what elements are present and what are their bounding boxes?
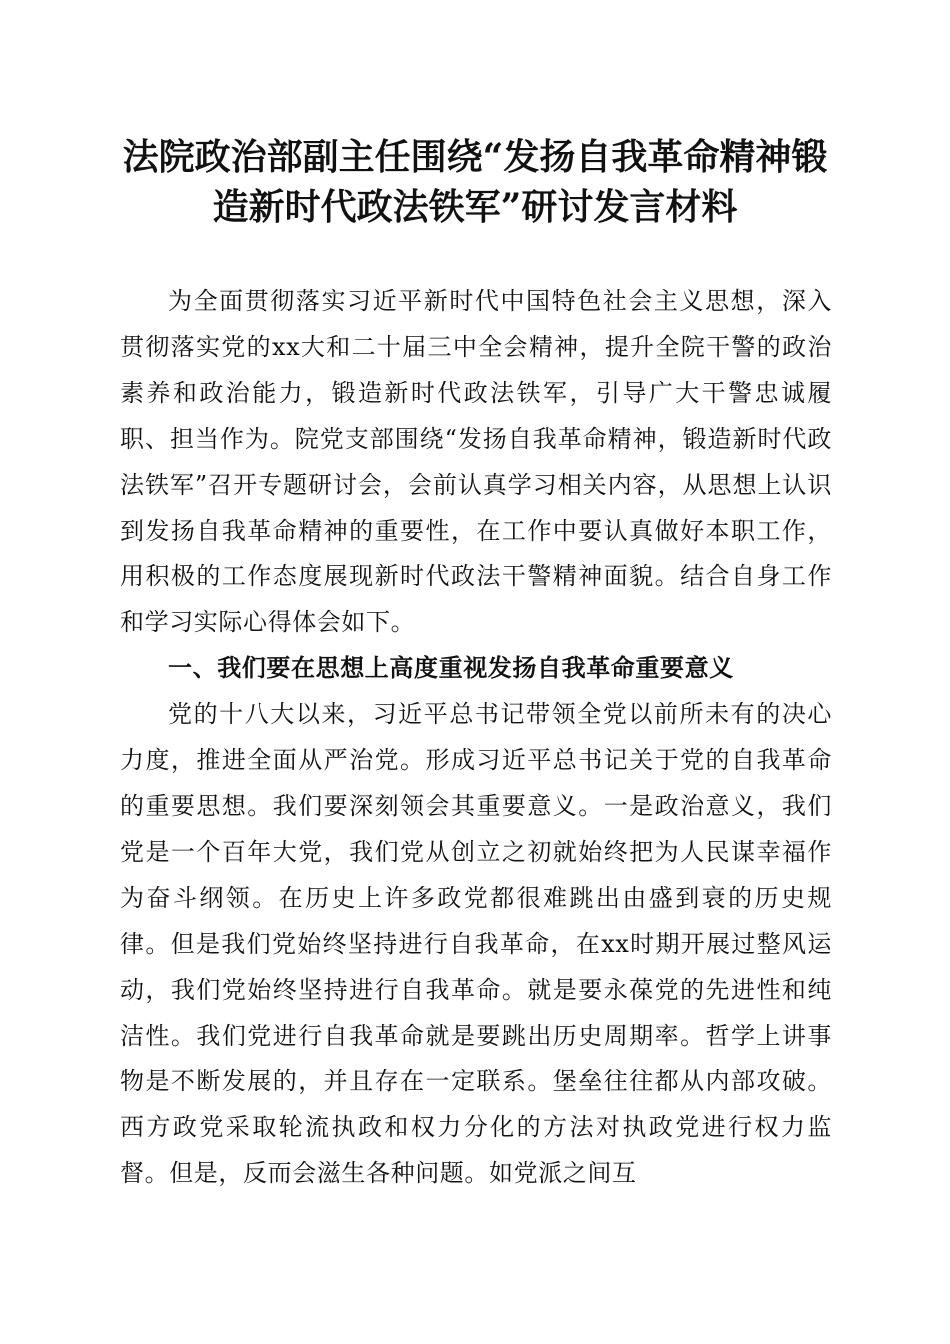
title-line-1: 法院政治部副主任围绕“发扬自我革命精神锻 <box>122 136 828 178</box>
document-body <box>120 279 832 1197</box>
document-title <box>110 132 840 232</box>
section-heading-1: 一、我们要在思想上高度重视发扬自我革命重要意义 <box>168 654 734 683</box>
section-1-paragraph: 党的十八大以来，习近平总书记带领全党以前所未有的决心力度，推进全面从严治党。形成习近平总书记关于党的自我革命的重要思想。我们要深刻领会其重要意义。一是政治意义，我们党是一个百年大党，我们党从创立之初就始终把为人民谋幸福作为奋斗纲领。在历史上许多政党都很难跳出由盛到衰的历史规律。但是我们党始终坚持进行自我革命，在xx时期开展过整风运动，我们党始终坚持进行自我革命。就是要永葆党的先进性和纯洁性。我们党进行自我革命就是要跳出历史周期率。哲学上讲事物是不断发展的，并且存在一定联系。堡垒往往都从内部攻破。西方政党采取轮流执政和权力分化的方法对执政党进行权力监督。但是，反而会滋生各种问题。如党派之间互 <box>120 700 832 1188</box>
title-line-2: 造新时代政法铁军”研讨发言材料 <box>212 186 738 228</box>
intro-paragraph: 为全面贯彻落实习近平新时代中国特色社会主义思想，深入贯彻落实党的xx大和二十届三中全会精神，提升全院干警的政治素养和政治能力，锻造新时代政法铁军，引导广大干警忠诚履职、担当作为。院党支部围绕“发扬自我革命精神，锻造新时代政法铁军”召开专题研讨会，会前认真学习相关内容，从思想上认识到发扬自我革命精神的重要性，在工作中要认真做好本职工作，用积极的工作态度展现新时代政法干警精神面貌。结合自身工作和学习实际心得体会如下。 <box>120 287 832 637</box>
